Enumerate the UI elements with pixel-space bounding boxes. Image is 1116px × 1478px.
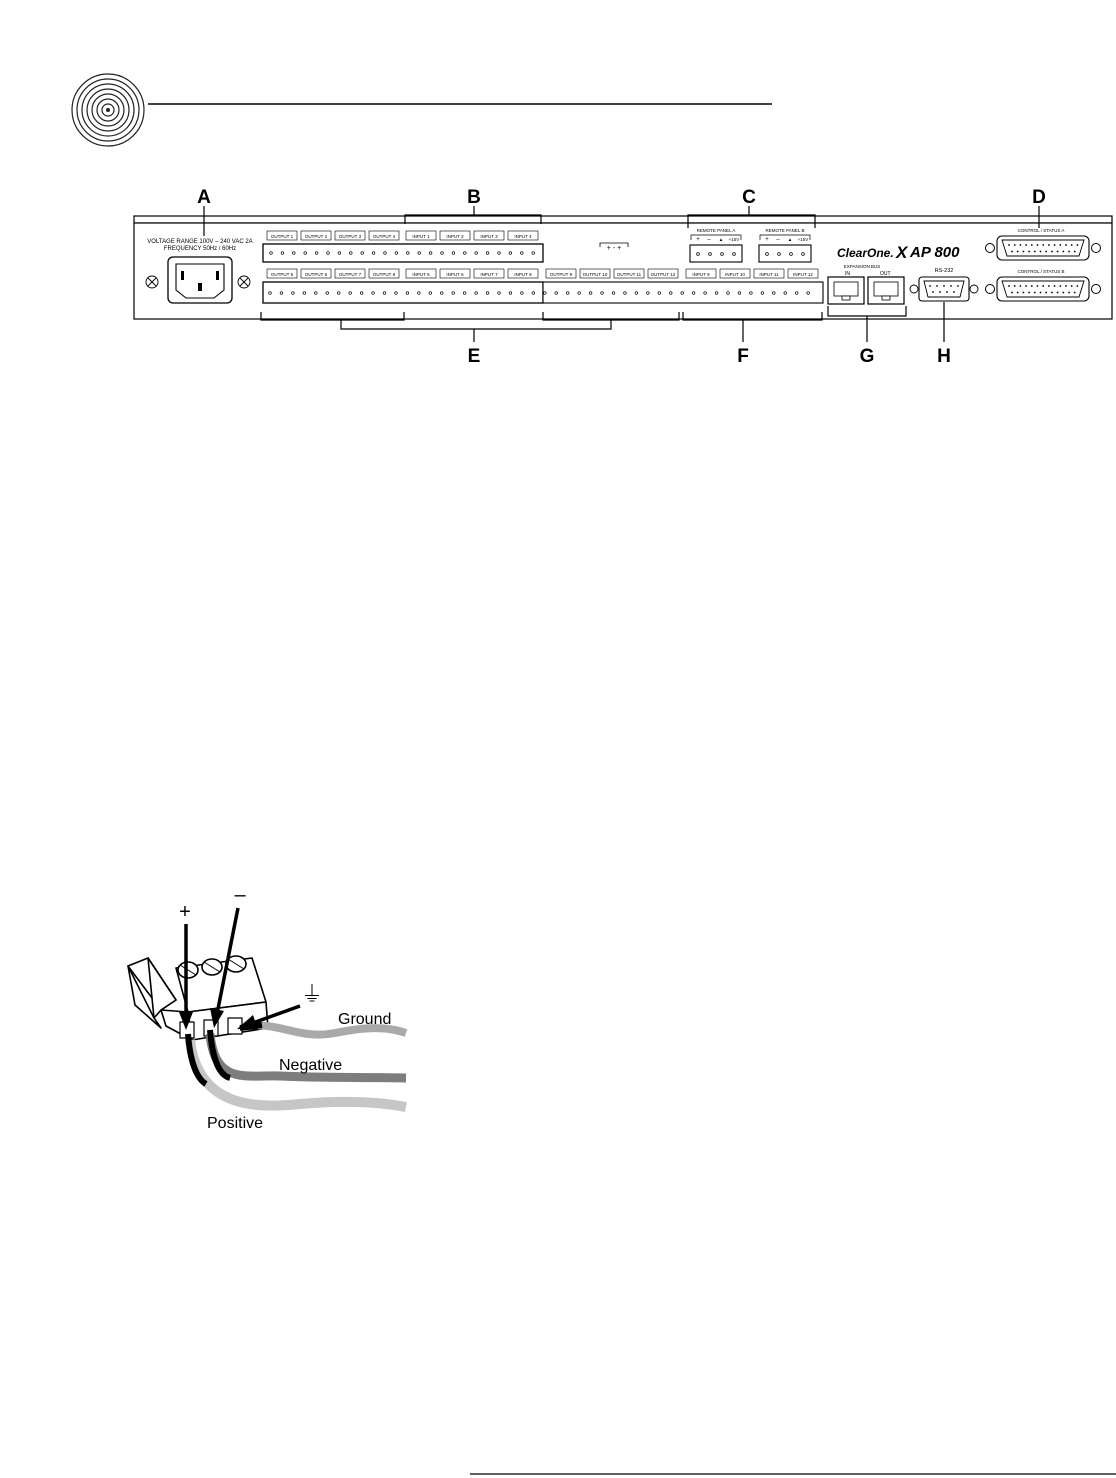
- db25-pin: [1023, 292, 1025, 294]
- db25-pin: [1017, 292, 1019, 294]
- db25-pin: [1025, 244, 1027, 246]
- db25-pin: [1008, 244, 1010, 246]
- db25-pin: [1051, 292, 1053, 294]
- rear-panel: [134, 187, 1112, 367]
- channel-label: INPUT 6: [446, 272, 464, 277]
- channel-label: INPUT 8: [514, 272, 532, 277]
- db25-pin: [1057, 292, 1059, 294]
- db25-pin: [1054, 285, 1056, 287]
- channel-label: INPUT 11: [759, 272, 779, 277]
- db25-pin: [1057, 251, 1059, 253]
- model-logo-x: X: [896, 243, 908, 262]
- ground-label: Ground: [338, 1011, 392, 1028]
- db25-pin: [1020, 285, 1022, 287]
- channel-label: INPUT 10: [725, 272, 745, 277]
- bottom-terminal-block-right: [543, 282, 823, 303]
- channel-label: OUTPUT 8: [372, 272, 396, 277]
- db25-pin: [1054, 244, 1056, 246]
- polarity-marks: + - +: [606, 245, 622, 252]
- channel-label: INPUT 12: [793, 272, 813, 277]
- channel-label: OUTPUT 4: [372, 234, 396, 239]
- db25-pin: [1065, 285, 1067, 287]
- db25-pin: [1025, 285, 1027, 287]
- chassis-top-edge: [134, 216, 1112, 223]
- channel-label: OUTPUT 11: [616, 272, 642, 277]
- db25-pin: [1074, 292, 1076, 294]
- callout-h: H: [937, 346, 951, 367]
- model-logo: AP 800: [910, 244, 960, 261]
- db25-pin: [1008, 285, 1010, 287]
- db25-pin: [1062, 292, 1064, 294]
- channel-label: INPUT 5: [412, 272, 430, 277]
- db25-face: [1002, 281, 1084, 297]
- db25-pin: [1042, 244, 1044, 246]
- db25-pin: [1040, 251, 1042, 253]
- remote-pin-label: ▲: [787, 237, 793, 242]
- db25-pin: [1071, 285, 1073, 287]
- db25-pin: [1071, 244, 1073, 246]
- rj45-out-port: [868, 277, 904, 304]
- top-terminal-block: [263, 244, 543, 262]
- channel-label: INPUT 2: [446, 234, 464, 239]
- control-status-b-label: CONTROL / STATUS B: [1017, 269, 1065, 274]
- db25-pin: [1042, 285, 1044, 287]
- channel-label: INPUT 4: [514, 234, 532, 239]
- remote-panel-a-connector: [690, 245, 742, 262]
- expansion-out-label: OUT: [880, 271, 891, 277]
- negative-label: Negative: [279, 1057, 343, 1074]
- channel-label: OUTPUT 9: [549, 272, 573, 277]
- db25-pin: [1074, 251, 1076, 253]
- db25-pin: [1065, 244, 1067, 246]
- db25-pin: [1040, 292, 1042, 294]
- db25-pin: [1028, 292, 1030, 294]
- db25-pin: [1014, 244, 1016, 246]
- remote-panel-a-label: REMOTE PANEL A: [696, 228, 736, 233]
- channel-label: OUTPUT 10: [582, 272, 608, 277]
- brand-logo: ClearOne.: [837, 246, 894, 260]
- control-status-a-port: [986, 236, 1101, 260]
- channel-label: OUTPUT 1: [270, 234, 294, 239]
- callout-g: G: [859, 346, 875, 367]
- rs232-label: RS-232: [934, 268, 954, 274]
- remote-pin-label: +: [765, 237, 769, 243]
- db25-pin: [1077, 285, 1079, 287]
- remote-pin-label: +15V: [797, 237, 809, 242]
- minus-mark: –: [234, 884, 246, 906]
- db25-pin: [1017, 251, 1019, 253]
- channel-label: OUTPUT 12: [650, 272, 676, 277]
- channel-label: INPUT 9: [692, 272, 710, 277]
- db25-pin: [1011, 251, 1013, 253]
- remote-pin-label: ▲: [718, 237, 724, 242]
- db25-pin: [1031, 244, 1033, 246]
- db25-pin: [1077, 244, 1079, 246]
- db25-pin: [1020, 244, 1022, 246]
- db25-pin: [1014, 285, 1016, 287]
- db25-pin: [1062, 251, 1064, 253]
- voltage-range-label: VOLTAGE RANGE 100V – 240 VAC 2A: [147, 239, 253, 245]
- db25-pin: [1023, 251, 1025, 253]
- channel-label: OUTPUT 2: [304, 234, 328, 239]
- callout-a: A: [197, 187, 211, 208]
- callout-d: D: [1032, 187, 1046, 208]
- callout-e: E: [467, 346, 481, 367]
- channel-label: OUTPUT 5: [270, 272, 294, 277]
- plus-mark: +: [179, 901, 191, 923]
- db25-pin: [1045, 292, 1047, 294]
- bottom-terminal-block-left: [263, 282, 543, 303]
- ground-symbol-icon: ⏚: [300, 982, 324, 1007]
- db25-pin: [1028, 251, 1030, 253]
- db25-pin: [1037, 285, 1039, 287]
- db25-pin: [1068, 292, 1070, 294]
- rs232-port: [910, 277, 978, 301]
- expansion-in-label: IN: [845, 271, 850, 277]
- wiring-diagram: [128, 884, 406, 1132]
- db25-pin: [1045, 251, 1047, 253]
- db25-face: [1002, 240, 1084, 256]
- positive-label: Positive: [207, 1115, 264, 1132]
- db25-pin: [1059, 285, 1061, 287]
- channel-label: INPUT 1: [412, 234, 430, 239]
- db25-pin: [1031, 285, 1033, 287]
- db25-pin: [1037, 244, 1039, 246]
- expansion-bus-label: EXPANSION BUS: [843, 264, 881, 269]
- db25-pin: [1059, 244, 1061, 246]
- db25-pin: [1034, 292, 1036, 294]
- callout-f: F: [737, 346, 749, 367]
- db25-pin: [1068, 251, 1070, 253]
- remote-panel-b-connector: [759, 245, 811, 262]
- remote-pin-label: –: [707, 237, 711, 243]
- power-inlet: [168, 257, 232, 303]
- channel-label: OUTPUT 7: [338, 272, 362, 277]
- channel-label: INPUT 7: [480, 272, 498, 277]
- control-status-b-port: [986, 277, 1101, 301]
- db25-pin: [1048, 244, 1050, 246]
- frequency-label: FREQUENCY 50Hz / 60Hz: [163, 246, 237, 252]
- remote-pin-label: –: [776, 237, 780, 243]
- rj45-in-port: [828, 277, 864, 304]
- channel-label: OUTPUT 6: [304, 272, 328, 277]
- remote-panel-b-label: REMOTE PANEL B: [765, 228, 805, 233]
- remote-pin-label: +15V: [728, 237, 740, 242]
- db25-pin: [1011, 292, 1013, 294]
- control-status-a-label: CONTROL / STATUS A: [1017, 228, 1065, 233]
- db25-pin: [1034, 251, 1036, 253]
- remote-pin-label: +: [696, 237, 700, 243]
- callout-c: C: [742, 187, 756, 208]
- db25-pin: [1048, 285, 1050, 287]
- db25-pin: [1051, 251, 1053, 253]
- channel-label: OUTPUT 3: [338, 234, 362, 239]
- callout-b: B: [467, 187, 481, 208]
- channel-label: INPUT 3: [480, 234, 498, 239]
- section-marker-icon: [72, 74, 144, 146]
